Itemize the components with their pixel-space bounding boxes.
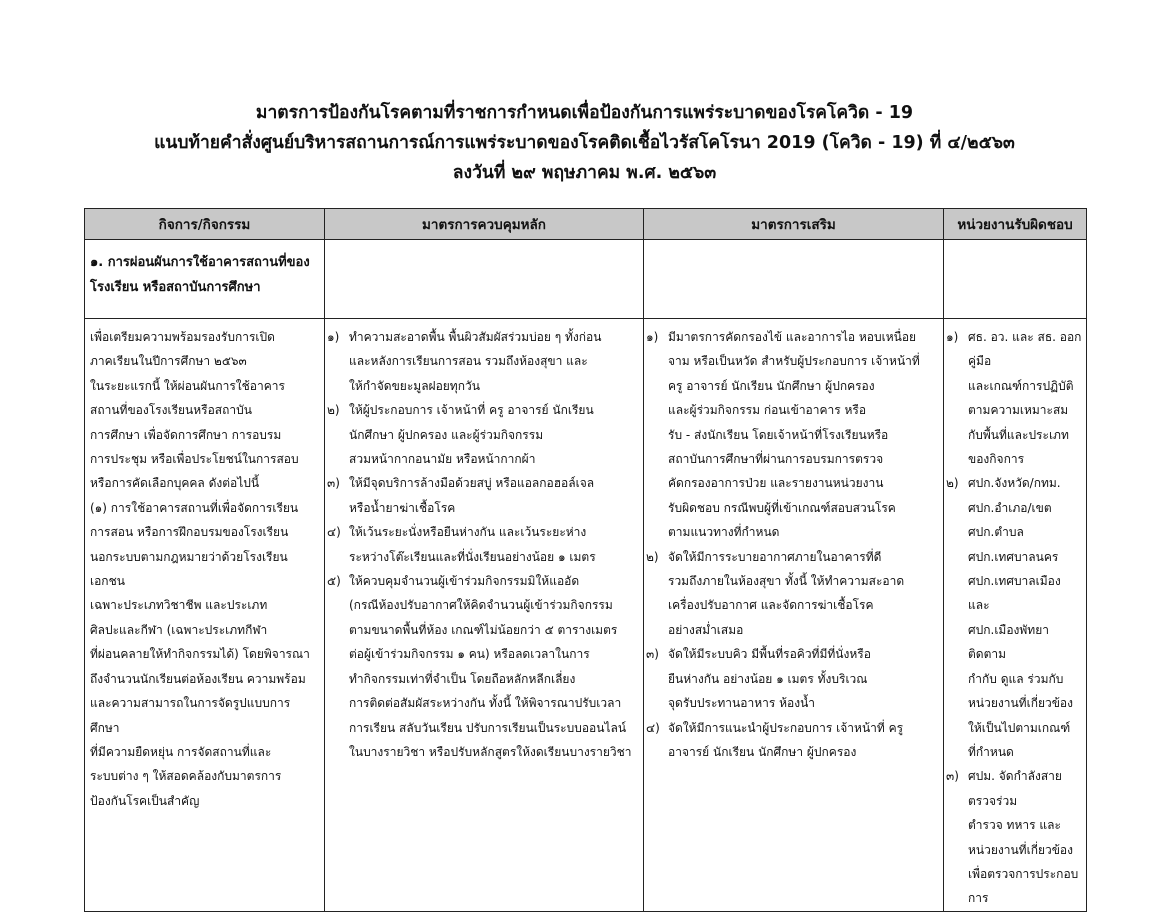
list-item — [327, 325, 640, 398]
empty-cell — [944, 240, 1087, 319]
list-item — [946, 764, 1083, 910]
list-item-number: ๑) — [327, 330, 340, 344]
title-line-3: ลงวันที่ ๒๙ พฤษภาคม พ.ศ. ๒๕๖๓ — [452, 163, 717, 183]
list-item-text: ศปก.จังหวัด/กทม. ศปก.อำเภอ/เขต ศปก.ตำบล ศปก.เทศบาลนคร ศปก.เทศบาลเมือง และ ศปก.เมืองพัทยา ติดตาม กำกับ ดูแล ร่วมกับ หน่วยงานที่เกี่ยวข้อง ให้เป็นไปตามเกณฑ์ ที่กำหนด — [968, 476, 1073, 759]
title-line-2: แนบท้ายคำสั่งศูนย์บริหารสถานการณ์การแพร่ระบาดของโรคติดเชื้อไวรัสโคโรนา 2019 (โควิด - 19) ที่ ๔/๒๕๖๓ — [154, 133, 1015, 153]
list-item-number: ๑) — [946, 330, 959, 344]
extra-measures-list — [644, 319, 943, 764]
list-item-number: ๒) — [646, 549, 659, 564]
list-item-number: ๕) — [327, 574, 341, 589]
list-item-text: จัดให้มีระบบคิว มีพื้นที่รอคิวที่มีที่นั่งหรือ ยืนห่างกัน อย่างน้อย ๑ เมตร ทั้งบริเวณ จุดรับประทานอาหาร ห้องน้ำ — [668, 647, 871, 711]
list-item-number: ๒) — [327, 403, 340, 418]
agencies-cell — [944, 319, 1087, 912]
list-item-text: ทำความสะอาดพื้น พื้นผิวสัมผัสร่วมบ่อย ๆ ทั้งก่อน และหลังการเรียนการสอน รวมถึงห้องสุขา และ ให้กำจัดขยะมูลฝอยทุกวัน — [349, 330, 602, 393]
main-measures-cell — [325, 319, 644, 912]
list-item-text: ให้เว้นระยะนั่งหรือยืนห่างกัน และเว้นระยะห่าง ระหว่างโต๊ะเรียนและที่นั่งเรียนอย่างน้อย ๑ เมตร — [349, 525, 596, 564]
section-row — [85, 240, 1087, 319]
empty-cell — [644, 240, 944, 319]
title-line-1: มาตรการป้องกันโรคตามที่ราชการกำหนดเพื่อป้องกันการแพร่ระบาดของโรคโควิด - 19 — [255, 103, 914, 123]
list-item — [646, 716, 940, 765]
list-item-number: ๓) — [946, 769, 959, 784]
list-item-text: ให้ควบคุมจำนวนผู้เข้าร่วมกิจกรรมมิให้แออัด (กรณีห้องปรับอากาศให้คิดจำนวนผู้เข้าร่วมกิจกรรม ตามขนาดพื้นที่ห้อง เกณฑ์ไม่น้อยกว่า ๕ ตารางเมตร ต่อผู้เข้าร่วมกิจกรรม ๑ คน) หรือลดเวลาในการ ทำกิจกรรมเท่าที่จำเป็น โดยถือหลักหลีกเลี่ยง การติดต่อสัมผัสระหว่างกัน ทั้งนี้ ให้พิจารณาปรับเวลา การเรียน สลับวันเรียน ปรับการเรียนเป็นระบบออนไลน์ ในบางรายวิชา หรือปรับหลักสูตรให้งดเรียนบางรายวิชา — [349, 574, 632, 759]
section-title: ๑. การผ่อนผันการใช้อาคารสถานที่ของ โรงเรียน หรือสถาบันการศึกษา — [90, 255, 310, 295]
list-item — [327, 398, 640, 471]
list-item-number: ๓) — [327, 476, 340, 491]
section-cell — [85, 240, 325, 319]
list-item-text: จัดให้มีการแนะนำผู้ประกอบการ เจ้าหน้าที่ ครู อาจารย์ นักเรียน นักศึกษา ผู้ปกครอง — [668, 720, 904, 759]
list-item-text: ให้ผู้ประกอบการ เจ้าหน้าที่ ครู อาจารย์ นักเรียน นักศึกษา ผู้ปกครอง และผู้ร่วมกิจกรรม สวมหน้ากากอนามัย หรือหน้ากากผ้า — [349, 403, 594, 467]
list-item — [646, 545, 940, 643]
list-item-number: ๓) — [646, 647, 659, 662]
list-item — [946, 471, 1083, 764]
main-measures-list — [325, 319, 643, 764]
content-row — [85, 319, 1087, 912]
list-item-text: ศธ. อว. และ สธ. ออกคู่มือ และเกณฑ์การปฏิบัติ ตามความเหมาะสม กับพื้นที่และประเภท ของกิจการ — [968, 330, 1082, 467]
list-item-number: ๔) — [646, 720, 660, 735]
list-item — [327, 520, 640, 569]
list-item-number: ๒) — [946, 476, 959, 491]
list-item — [327, 569, 640, 764]
list-item — [327, 471, 640, 520]
header-agencies: หน่วยงานรับผิดชอบ — [944, 209, 1087, 240]
activity-cell — [85, 319, 325, 912]
header-activity: กิจการ/กิจกรรม — [85, 209, 325, 240]
activity-text: เพื่อเตรียมความพร้อมรองรับการเปิด ภาคเรียนในปีการศึกษา ๒๕๖๓ ในระยะแรกนี้ ให้ผ่อนผันการใช้อาคาร สถานที่ของโรงเรียนหรือสถาบัน การศึกษา เพื่อจัดการศึกษา การอบรม การประชุม หรือเพื่อประโยชน์ในการสอบ หรือการคัดเลือกบุคคล ดังต่อไปนี้ (๑) การใช้อาคารสถานที่เพื่อจัดการเรียน การสอน หรือการฝึกอบรมของโรงเรียน นอกระบบตามกฎหมายว่าด้วยโรงเรียนเอกชน เฉพาะประเภทวิชาชีพ และประเภท ศิลปะและกีฬา (เฉพาะประเภทกีฬา ที่ผ่อนคลายให้ทำกิจกรรมได้) โดยพิจารณา ถึงจำนวนนักเรียนต่อห้องเรียน ความพร้อม และความสามารถในการจัดรูปแบบการศึกษา ที่มีความยืดหยุ่น การจัดสถานที่และ ระบบต่าง ๆ ให้สอดคล้องกับมาตรการ ป้องกันโรคเป็นสำคัญ — [90, 330, 310, 808]
list-item-text: มีมาตรการคัดกรองไข้ และอาการไอ หอบเหนื่อย จาม หรือเป็นหวัด สำหรับผู้ประกอบการ เจ้าหน้าที่ ครู อาจารย์ นักเรียน นักศึกษา ผู้ปกครอง และผู้ร่วมกิจกรรม ก่อนเข้าอาคาร หรือ รับ - ส่งนักเรียน โดยเจ้าหน้าที่โรงเรียนหรือ สถาบันการศึกษาที่ผ่านการอบรมการตรวจ คัดกรองอาการป่วย และรายงานหน่วยงาน รับผิดชอบ กรณีพบผู้ที่เข้าเกณฑ์สอบสวนโรค ตามแนวทางที่กำหนด — [668, 330, 920, 540]
list-item-number: ๑) — [646, 330, 659, 344]
list-item — [646, 325, 940, 545]
extra-measures-cell — [644, 319, 944, 912]
list-item-number: ๔) — [327, 525, 341, 540]
header-main-measures: มาตรการควบคุมหลัก — [325, 209, 644, 240]
list-item-text: ให้มีจุดบริการล้างมือด้วยสบู่ หรือแอลกอฮอล์เจล หรือน้ำยาฆ่าเชื้อโรค — [349, 476, 595, 515]
table-header-row — [85, 209, 1087, 240]
list-item-text: ศปม. จัดกำลังสายตรวจร่วม ตำรวจ ทหาร และ หน่วยงานที่เกี่ยวข้อง เพื่อตรวจการประกอบการ — [968, 769, 1079, 906]
list-item — [946, 325, 1083, 471]
list-item — [646, 642, 940, 715]
list-item-text: จัดให้มีการระบายอากาศภายในอาคารที่ดี รวมถึงภายในห้องสุขา ทั้งนี้ ให้ทำความสะอาด เครื่องปรับอากาศ และจัดการฆ่าเชื้อโรค อย่างสม่ำเสมอ — [668, 549, 905, 637]
header-extra-measures: มาตรการเสริม — [644, 209, 944, 240]
document-title — [0, 98, 1169, 188]
empty-cell — [325, 240, 644, 319]
agencies-list — [944, 319, 1086, 911]
measures-table — [84, 208, 1087, 912]
